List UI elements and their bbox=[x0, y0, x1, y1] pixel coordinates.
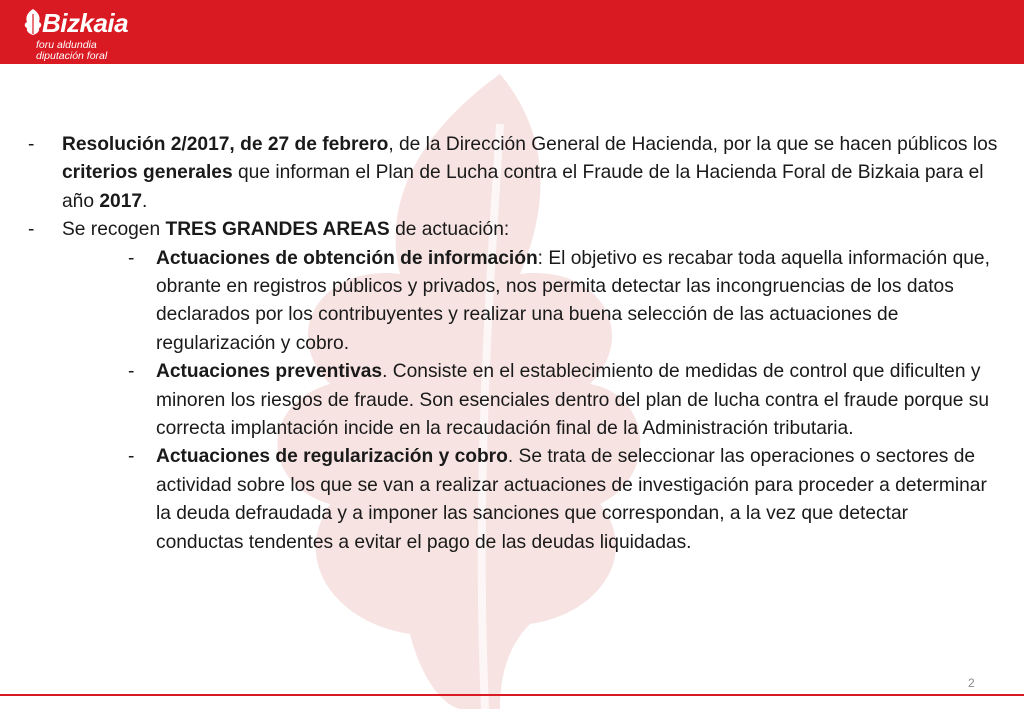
brand-subtitle-line1: foru aldundia bbox=[36, 39, 97, 51]
item-text: que informan el Plan de Lucha contra el Fraude de la Hacienda Foral de Bizkaia para el año bbox=[62, 162, 984, 212]
brand-name: Bizkaia bbox=[42, 8, 129, 38]
bold-term: TRES GRANDES AREAS bbox=[165, 219, 390, 241]
item-text: Se recogen bbox=[62, 219, 166, 241]
sub-item-preventive bbox=[28, 358, 998, 443]
bold-term: Actuaciones de regularización y cobro bbox=[156, 446, 508, 468]
bullet-dash: - bbox=[128, 361, 135, 383]
item-text: . Se trata de seleccionar las operaciones o sectores de actividad sobre los que se van a realizar actuaciones de investigación para proceder a determinar la deuda defraudada y a imponer las sanciones que correspondan, a la vez que detectar conductas tendentes a evitar el pago de las deudas liquidadas. bbox=[156, 446, 987, 553]
oak-leaf-icon bbox=[22, 8, 44, 36]
bold-term: Actuaciones de obtención de información bbox=[156, 247, 538, 269]
item-text: , de la Dirección General de Hacienda, por la que se hacen públicos los bbox=[388, 134, 998, 155]
bullet-dash: - bbox=[28, 219, 35, 241]
bold-term: Actuaciones preventivas bbox=[156, 361, 383, 383]
page-number: 2 bbox=[968, 676, 975, 690]
list-item-resolution bbox=[28, 131, 998, 216]
bullet-dash: - bbox=[128, 247, 135, 269]
brand-subtitle bbox=[36, 40, 107, 62]
brand-subtitle-line2: diputación foral bbox=[36, 50, 108, 62]
bold-year: 2017 bbox=[99, 190, 143, 212]
main-content bbox=[28, 131, 998, 557]
item-text: . Consiste en el establecimiento de medidas de control que dificulten y minoren los riesgos de fraude. Son esenciales dentro del plan de lucha contra el fraude porque su correcta implantación incide en la recaudación final de la Administración tributaria. bbox=[156, 361, 990, 440]
resolution-title: Resolución 2/2017, de 27 de febrero bbox=[62, 134, 389, 155]
header-bar bbox=[0, 0, 1024, 64]
list-item-areas bbox=[28, 216, 998, 244]
bullet-dash: - bbox=[28, 134, 35, 155]
bullet-dash: - bbox=[128, 446, 135, 468]
bold-term: criterios generales bbox=[62, 162, 233, 184]
item-text: de actuación: bbox=[389, 219, 510, 241]
footer-line bbox=[0, 694, 1024, 696]
sub-item-information bbox=[28, 245, 998, 359]
item-text: . bbox=[142, 190, 148, 212]
sub-item-regularization bbox=[28, 443, 998, 557]
item-text: : El objetivo es recabar toda aquella información que, obrante en registros públicos y privados, nos permita detectar las incongruencias de los datos declarados por los contribuyentes y realizar una buena selección de las actuaciones de regularización y cobro. bbox=[156, 247, 990, 354]
